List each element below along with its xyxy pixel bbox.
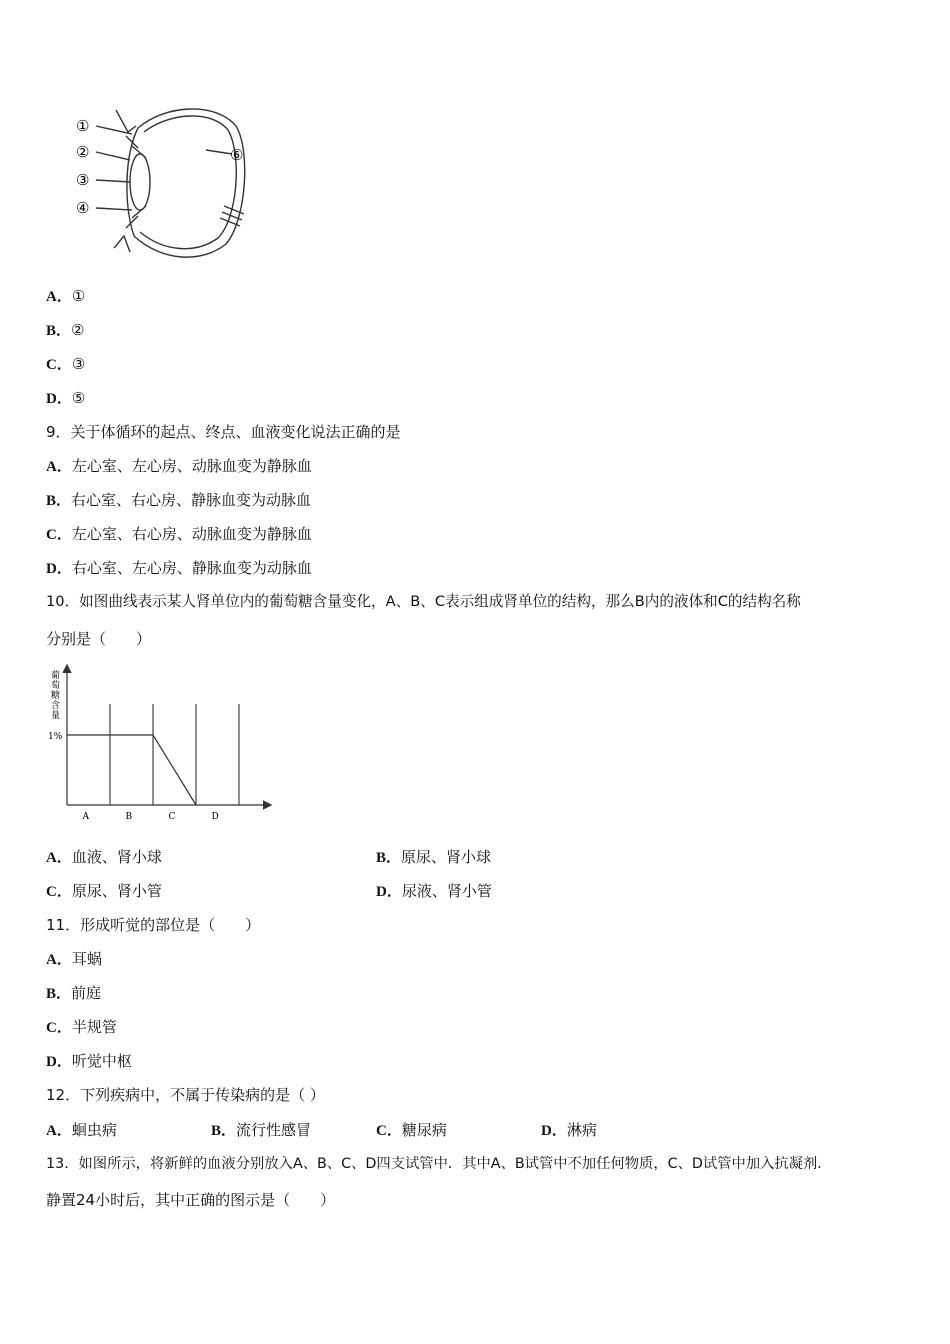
chart-category-label: A [82,812,89,822]
eye-diagram [66,96,256,266]
q8-option-c: C．③ [46,355,86,373]
q10-option-b: B．原尿、肾小球 [376,848,492,866]
eye-label-1: ① [76,117,90,135]
q10-option-c: C．原尿、肾小管 [46,882,162,900]
q11-option-b: B．前庭 [46,984,102,1002]
chart-y-label-char: 葡 [51,671,61,681]
eye-label-4: ④ [76,199,90,217]
chart-category-label: C [168,812,176,822]
chart-y-tick-label: 1% [48,732,63,742]
q9-option-b: B．右心室、右心房、静脉血变为动脉血 [46,491,312,509]
eye-label-6: ⑥ [230,146,244,164]
q8-option-a: A．① [46,287,86,305]
q12-option-b: B．流行性感冒 [211,1121,312,1139]
eye-label-2: ② [76,143,90,161]
q10-option-a: A．血液、肾小球 [46,848,162,866]
q10-option-d: D．尿液、肾小管 [376,882,492,900]
q10-stem-line2: 分别是（ ） [46,630,152,648]
glucose-chart [46,660,276,825]
q11-stem: 11．形成听觉的部位是（ ） [46,916,261,934]
q13-stem-line1: 13．如图所示，将新鲜的血液分别放入A、B、C、D四支试管中．其中A、B试管中不加任何物质，C、D试管中加入抗凝剂． [46,1156,832,1172]
q12-option-c: C．糖尿病 [376,1121,447,1139]
q10-stem-line1: 10．如图曲线表示某人肾单位内的葡萄糖含量变化，A、B、C表示组成肾单位的结构，那么B内的液体和C的结构名称 [46,593,801,610]
q12-stem: 12．下列疾病中，不属于传染病的是（ ） [46,1086,325,1104]
chart-y-label-char: 糖 [51,691,61,701]
q11-option-d: D．听觉中枢 [46,1052,132,1070]
q9-option-c: C．左心室、右心房、动脉血变为静脉血 [46,525,312,543]
q13-stem-line2: 静置24小时后，其中正确的图示是（ ） [46,1191,336,1209]
chart-y-label [51,669,60,721]
q8-option-d: D．⑤ [46,389,86,407]
q11-option-c: C．半规管 [46,1018,117,1036]
q11-option-a: A．耳蜗 [46,950,102,968]
q12-option-a: A．蛔虫病 [46,1121,117,1139]
chart-y-label-char: 含 [51,701,61,711]
chart-category-label: B [125,812,133,822]
chart-y-label-char: 萄 [51,681,61,691]
chart-series-line [67,735,196,805]
q8-option-b: B．② [46,321,85,339]
q9-option-d: D．右心室、左心房、静脉血变为动脉血 [46,559,312,577]
chart-y-label-char: 量 [51,711,61,721]
q12-option-d: D．淋病 [541,1121,597,1139]
chart-category-label: D [211,812,219,822]
q9-stem: 9．关于体循环的起点、终点、血液变化说法正确的是 [46,423,401,441]
eye-label-3: ③ [76,171,90,189]
q9-option-a: A．左心室、左心房、动脉血变为静脉血 [46,457,312,475]
